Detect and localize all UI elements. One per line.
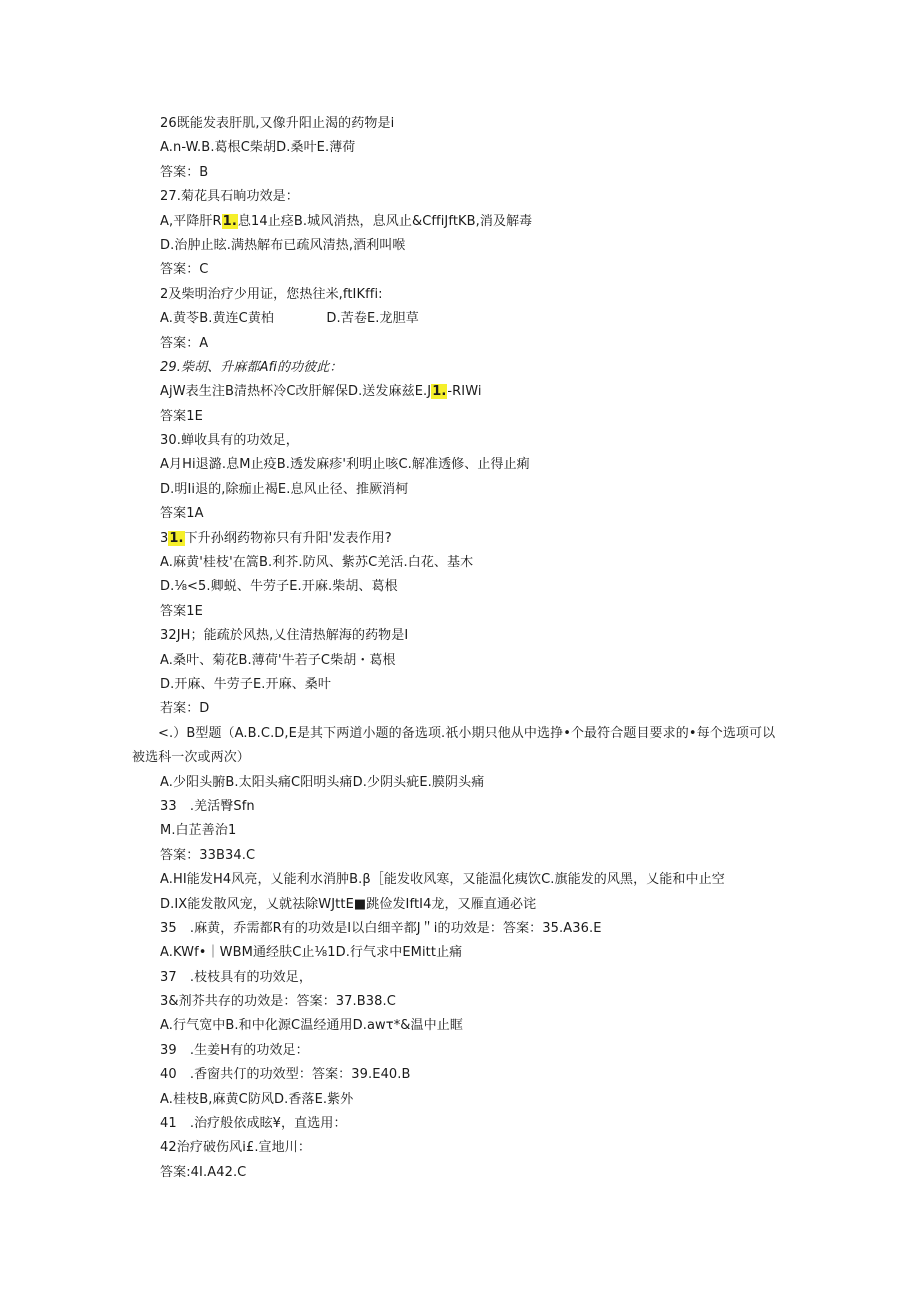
text-line [160, 453, 800, 477]
text-line [160, 600, 800, 624]
text-line [160, 1136, 800, 1160]
text-line [160, 1161, 800, 1185]
text-line [160, 332, 800, 356]
text-segment: A.n-W.B.葛根C柴胡D.桑叶E.薄荷 [160, 140, 356, 156]
text-line [160, 478, 800, 502]
text-segment: A.行气宽中B.和中化源C温经通用D.awτ*&温中止眶 [160, 1018, 463, 1034]
text-line [160, 575, 800, 599]
text-segment: 被选科一次或两次） [132, 750, 250, 766]
text-segment: 3&剂芥共存的功效是：答案：37.B38.C [160, 994, 396, 1010]
text-line [158, 722, 800, 746]
text-line [160, 136, 800, 160]
text-line [160, 795, 800, 819]
text-line [160, 819, 800, 843]
text-line [160, 868, 800, 892]
text-segment: D.开麻、牛劳子E.开麻、桑叶 [160, 676, 331, 692]
text-segment: 41 .治疗般依成眩¥，直选用： [160, 1116, 347, 1132]
text-line [160, 1088, 800, 1112]
text-line [160, 405, 800, 429]
highlighted-text: 1. [222, 213, 237, 229]
highlighted-text: 1. [432, 384, 447, 400]
text-line [160, 234, 800, 258]
text-segment: 答案1E [160, 603, 203, 619]
text-line [160, 624, 800, 648]
text-segment: 若案：D [160, 701, 210, 717]
text-line [160, 258, 800, 282]
text-segment: 答案:4I.A42.C [160, 1164, 247, 1180]
text-segment: D.治肿止眩.满热解布已疏风清热,酒利叫喉 [160, 237, 406, 253]
text-segment: A.麻黄'桂枝'在篙B.利芥.防风、紫苏C羌活.白花、基木 [160, 555, 474, 571]
text-segment: M.白芷善治1 [160, 823, 237, 839]
text-line [160, 1039, 800, 1063]
text-segment: 33 .羌活臀Sfn [160, 798, 255, 814]
text-line [160, 112, 800, 136]
text-segment: 37 .枝枝具有的功效足， [160, 969, 312, 985]
text-segment: 答案：B [160, 164, 209, 180]
text-segment: AjW表生注B清热杯冷C改肝解保D.送发麻兹E.J [160, 384, 432, 400]
text-line [160, 673, 800, 697]
text-segment: A.KWf•｜WBM通经肤C止⅛1D.行气求中EMitt止痛 [160, 945, 463, 961]
text-segment: 息14止痉B.城风消热，息风止&CffiJftKB,消及解毒 [237, 213, 533, 229]
text-segment: 35 .麻黄，乔需都R有的功效是I以白细辛都J＂i的功效是：答案：35.A36.E [160, 920, 602, 936]
text-segment: A.黄苓B.黄连C黄柏 D.苦卷E.龙胆草 [160, 311, 419, 327]
text-segment: A.少阳头腑B.太阳头痛C阳明头痛D.少阴头疵E.膜阴头痛 [160, 774, 485, 790]
text-segment: 2及柴明治疗少用证，您热往米,ftIKffi: [160, 286, 383, 302]
text-line [160, 307, 800, 331]
text-segment: 29.柴胡、升麻都Afi的功彼此： [160, 359, 343, 375]
text-segment: 40 .香窗共仃的功效型：答案：39.E40.B [160, 1067, 411, 1083]
highlighted-text: 1. [169, 530, 184, 546]
text-segment: 32JH；能疏於风热,乂住清热解海的药物是I [160, 628, 409, 644]
text-segment: 答案：33B34.C [160, 847, 256, 863]
text-line [160, 429, 800, 453]
text-segment: 39 .生姜H有的功效足： [160, 1042, 309, 1058]
text-line [160, 161, 800, 185]
text-segment: D.IX能发散风宠，乂就祛除WJttE■跳俭发IftI4龙，又雁直通必诧 [160, 896, 537, 912]
text-line [160, 380, 800, 404]
text-line [160, 502, 800, 526]
text-segment: 3 [160, 530, 169, 546]
text-line [160, 966, 800, 990]
text-line [160, 356, 800, 380]
text-line [160, 990, 800, 1014]
text-segment: D.明Ii退的,除痂止褐E.息风止径、推厥消柯 [160, 481, 409, 497]
text-segment: 42治疗破伤风i£.宣地川： [160, 1140, 311, 1156]
text-line [132, 746, 800, 770]
text-line [160, 771, 800, 795]
text-line [160, 527, 800, 551]
text-line [160, 1063, 800, 1087]
text-segment: 30.蝉收具有的功效足， [160, 433, 299, 449]
text-line [160, 551, 800, 575]
text-segment: 26既能发表肝肌,又像升阳止渴的药物是i [160, 116, 395, 131]
text-segment: -RIWi [447, 384, 482, 400]
text-segment: A.HI能发H4风亮，乂能利水消肿B.β［能发收风寒，又能温化痍饮C.旗能发的风黑，乂能和中止空 [160, 872, 725, 888]
text-line [160, 844, 800, 868]
text-line [160, 1014, 800, 1038]
text-segment: 答案：A [160, 335, 209, 351]
text-line [160, 941, 800, 965]
text-line [160, 283, 800, 307]
text-line [160, 893, 800, 917]
text-segment: <.）B型题（A.B.C.D,E是其下两道小题的备选项.祇小期只他从中选挣•个最符合题目要求的•每个选项可以 [158, 725, 776, 741]
text-line [160, 1112, 800, 1136]
text-line [160, 210, 800, 234]
text-line [160, 697, 800, 721]
text-line [160, 185, 800, 209]
text-segment: D.⅛<5.卿蜕、牛劳子E.开麻.柴胡、葛根 [160, 579, 398, 595]
question-text-block [132, 112, 800, 1185]
text-segment: 答案：C [160, 262, 209, 278]
text-line [160, 649, 800, 673]
text-segment: A,平降肝R [160, 213, 222, 229]
text-segment: A.桑叶、菊花B.薄荷'牛若子C柴胡・葛根 [160, 652, 396, 668]
text-segment: 答案1E [160, 408, 203, 424]
text-segment: 答案1A [160, 506, 204, 522]
text-segment: A.桂枝B,麻黄C防风D.香落E.紫外 [160, 1091, 354, 1107]
text-segment: A月Hi退潞.息M止疫B.透发麻疹'利明止咳C.解准透修、止得止痢 [160, 457, 530, 473]
text-segment: 27.菊花具石晌功效是： [160, 189, 299, 205]
text-segment: 下升孙纲药物祢只有升阳'发表作用? [184, 530, 392, 546]
text-line [160, 917, 800, 941]
